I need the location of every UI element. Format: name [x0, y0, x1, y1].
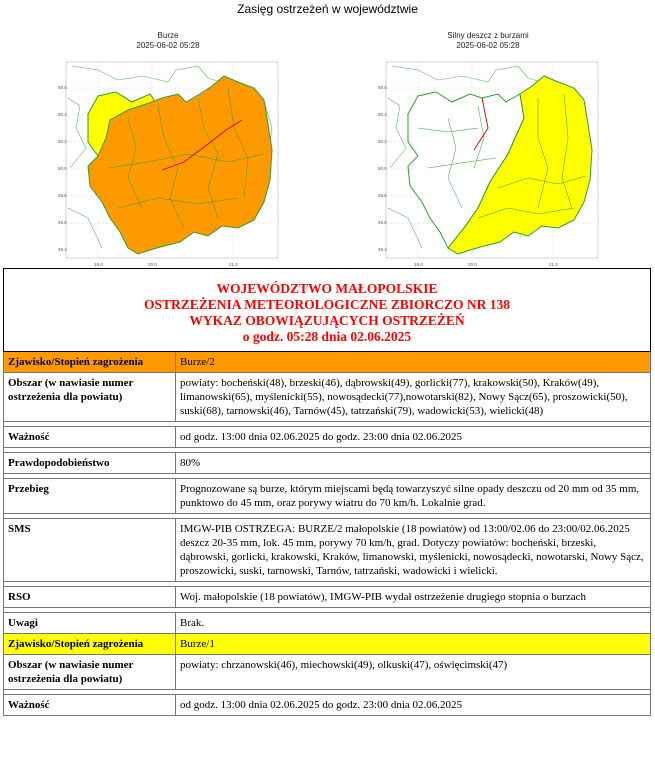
lon-tick: 21.0	[229, 262, 238, 267]
warning1-remarks-row	[4, 613, 651, 634]
lat-tick: 50.6	[378, 85, 387, 90]
lon-tick: 19.0	[94, 262, 103, 267]
map-title: Burze	[157, 31, 179, 40]
warning1-probability-row	[4, 453, 651, 474]
row-label: SMS	[4, 519, 176, 582]
row-label: RSO	[4, 587, 176, 608]
header-line: o godz. 05:28 dnia 02.06.2025	[242, 329, 412, 344]
warning1-rso-row	[4, 587, 651, 608]
row-label: Obszar (w nawiasie numer ostrzeżenia dla powiatu)	[4, 655, 176, 690]
validity-value: od godz. 13:00 dnia 02.06.2025 do godz. 23:00 dnia 02.06.2025	[176, 695, 651, 716]
row-label: Ważność	[4, 427, 176, 448]
lat-tick: 49.4	[378, 247, 387, 252]
warning2-area-row	[4, 655, 651, 690]
warnings-table	[3, 268, 651, 716]
row-label: Ważność	[4, 695, 176, 716]
lat-tick: 50.2	[58, 139, 67, 144]
row-label: Prawdopodobieństwo	[4, 453, 176, 474]
warning1-phenomenon-row	[4, 352, 651, 373]
map-title: Silny deszcz z burzami	[447, 31, 529, 40]
warning1-sms-row	[4, 519, 651, 582]
header-line: OSTRZEŻENIA METEOROLOGICZNE ZBIORCZO NR 138	[143, 297, 511, 312]
lon-tick: 20.0	[468, 262, 477, 267]
lat-tick: 50.6	[58, 85, 67, 90]
course-value: Prognozowane są burze, którym miejscami będą towarzyszyć silne opady deszczu od 20 mm od 35 mm, punktowo do 45 mm, oraz porywy wiatru do 70 km/h. Lokalnie grad.	[176, 479, 651, 514]
row-label: Obszar (w nawiasie numer ostrzeżenia dla powiatu)	[4, 373, 176, 422]
row-label: Zjawisko/Stopień zagrożenia	[4, 634, 176, 655]
warning2-phenomenon-row	[4, 634, 651, 655]
lat-tick: 50.4	[378, 112, 387, 117]
lat-tick: 50.2	[378, 139, 387, 144]
lat-tick: 50.0	[58, 166, 67, 171]
warning1-course-row	[4, 479, 651, 514]
validity-value: od godz. 13:00 dnia 02.06.2025 do godz. 23:00 dnia 02.06.2025	[176, 427, 651, 448]
map-datetime: 2025-06-02 05:28	[136, 41, 200, 50]
phenomenon-value: Burze/1	[176, 634, 651, 655]
probability-value: 80%	[176, 453, 651, 474]
warning2-validity-row	[4, 695, 651, 716]
warning1-validity-row	[4, 427, 651, 448]
map-deszcz-caption	[378, 31, 598, 51]
lat-tick: 49.6	[378, 220, 387, 225]
map-burze-caption	[58, 31, 278, 51]
phenomenon-value: Burze/2	[176, 352, 651, 373]
map-burze	[58, 58, 282, 268]
header-line: WOJEWÓDZTWO MAŁOPOLSKIE	[216, 281, 438, 296]
lat-tick: 49.6	[58, 220, 67, 225]
lon-tick: 21.0	[549, 262, 558, 267]
header-line: WYKAZ OBOWIĄZUJĄCYCH OSTRZEŻEŃ	[189, 313, 465, 328]
map-datetime: 2025-06-02 05:28	[456, 41, 520, 50]
lon-tick: 20.0	[148, 262, 157, 267]
row-label: Zjawisko/Stopień zagrożenia	[4, 352, 176, 373]
row-label: Przebieg	[4, 479, 176, 514]
sms-value: IMGW-PIB OSTRZEGA: BURZE/2 małopolskie (18 powiatów) od 13:00/02.06 do 23:00/02.06.2025 deszcz 20-35 mm, lok. 45 mm, porywy 70 km/h, grad. Dotyczy powiatów: bocheński, brzeski, dąbrowski, gorlicki, krakowski, Kraków, limanowski, myślenicki, nowosądecki, nowotarski, Nowy Sącz, proszowicki, suski, tarnowski, Tarnów, tatrzański, wadowicki i wielicki.	[176, 519, 651, 582]
warning1-area-row	[4, 373, 651, 422]
lat-tick: 49.4	[58, 247, 67, 252]
area-value: powiaty: bocheński(48), brzeski(46), dąbrowski(49), gorlicki(77), krakowski(50), Kraków(49), limanowski(65), myślenicki(55), nowosądecki(77),nowotarski(82), Nowy Sącz(65), proszowicki(50), suski(68), tarnowski(46), Tarnów(45), tatrzański(79), wadowicki(53), wielicki(48)	[176, 373, 651, 422]
row-label: Uwagi	[4, 613, 176, 634]
lat-tick: 49.8	[58, 193, 67, 198]
lat-tick: 50.4	[58, 112, 67, 117]
lat-tick: 50.0	[378, 166, 387, 171]
page-title: Zasięg ostrzeżeń w województwie	[237, 2, 418, 16]
rso-value: Woj. małopolskie (18 powiatów), IMGW-PIB wydał ostrzeżenie drugiego stopnia o burzach	[176, 587, 651, 608]
area-value: powiaty: chrzanowski(46), miechowski(49), olkuski(47), oświęcimski(47)	[176, 655, 651, 690]
remarks-value: Brak.	[176, 613, 651, 634]
lon-tick: 19.0	[414, 262, 423, 267]
warnings-header	[4, 269, 651, 352]
lat-tick: 49.8	[378, 193, 387, 198]
map-silny-deszcz	[378, 58, 602, 268]
